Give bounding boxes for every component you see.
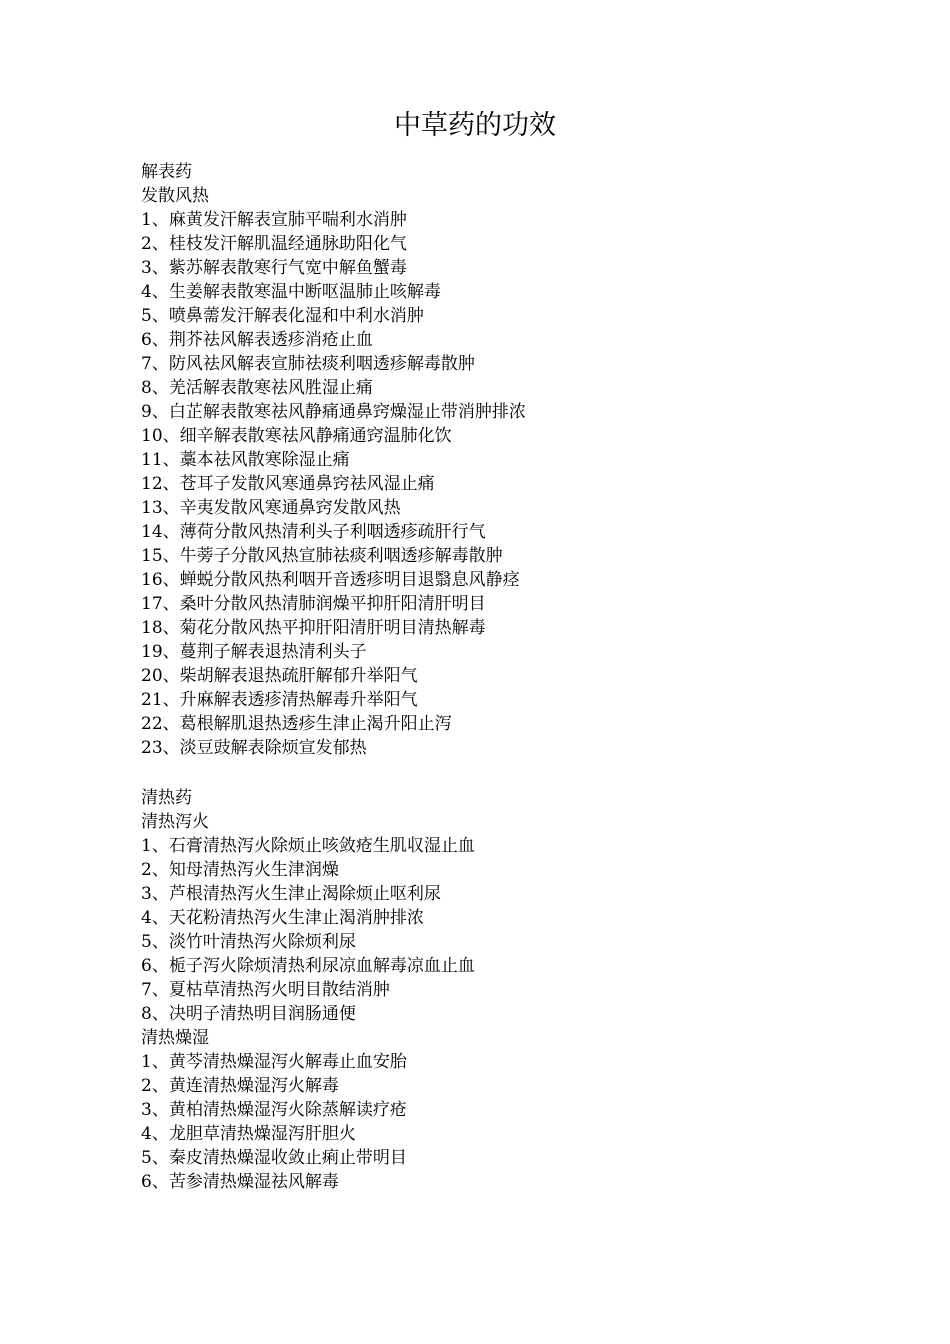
- list-item: 5、淡竹叶清热泻火除烦利尿: [141, 932, 356, 952]
- list-item: 1、石膏清热泻火除烦止咳敛疮生肌収湿止血: [141, 836, 475, 856]
- list-item: 14、薄荷分散风热清利头子利咽透疹疏肝行气: [141, 522, 486, 542]
- list-item: 1、黄芩清热燥湿泻火解毒止血安胎: [141, 1052, 407, 1072]
- group-subheading: 清热泻火: [141, 812, 209, 832]
- list-item: 5、秦皮清热燥湿收敛止痢止带明目: [141, 1148, 407, 1168]
- list-item: 2、桂枝发汗解肌温经通脉助阳化气: [141, 234, 407, 254]
- section-heading: 解表药: [141, 162, 192, 182]
- list-item: 20、柴胡解表退热疏肝解郁升举阳气: [141, 666, 418, 686]
- list-item: 21、升麻解表透疹清热解毒升举阳气: [141, 690, 418, 710]
- list-item: 15、牛蒡子分散风热宣肺祛痰利咽透疹解毒散肿: [141, 546, 503, 566]
- list-item: 4、龙胆草清热燥湿泻肝胆火: [141, 1124, 356, 1144]
- section-gap: [141, 760, 901, 786]
- list-item: 3、紫苏解表散寒行气宽中解鱼蟹毒: [141, 258, 407, 278]
- group-subheading: 清热燥湿: [141, 1028, 209, 1048]
- list-item: 19、蔓荆子解表退热清利头子: [141, 642, 367, 662]
- list-item: 18、菊花分散风热平抑肝阳清肝明目清热解毒: [141, 618, 486, 638]
- list-item: 2、知母清热泻火生津润燥: [141, 860, 339, 880]
- list-item: 11、藁本祛风散寒除湿止痛: [141, 450, 350, 470]
- document-title: 中草药的功效: [394, 110, 556, 141]
- list-item: 17、桑叶分散风热清肺润燥平抑肝阳清肝明目: [141, 594, 486, 614]
- document-content: [141, 160, 901, 1194]
- list-item: 12、苍耳子发散风寒通鼻窍祛风湿止痛: [141, 474, 435, 494]
- list-item: 23、淡豆豉解表除烦宣发郁热: [141, 738, 367, 758]
- list-item: 3、芦根清热泻火生津止渴除烦止呕利尿: [141, 884, 441, 904]
- list-item: 4、天花粉清热泻火生津止渴消肿排浓: [141, 908, 424, 928]
- list-item: 5、喷鼻薷发汗解表化湿和中利水消肿: [141, 306, 424, 326]
- list-item: 16、蝉蜕分散风热利咽开音透疹明目退翳息风静痉: [141, 570, 520, 590]
- list-item: 22、葛根解肌退热透疹生津止渴升阳止泻: [141, 714, 452, 734]
- group-subheading: 发散风热: [141, 186, 209, 206]
- section-heading: 清热药: [141, 788, 192, 808]
- list-item: 4、生姜解表散寒温中断呕温肺止咳解毒: [141, 282, 441, 302]
- list-item: 1、麻黄发汗解表宣肺平喘利水消肿: [141, 210, 407, 230]
- list-item: 7、夏枯草清热泻火明目散结消肿: [141, 980, 390, 1000]
- list-item: 6、苦参清热燥湿祛风解毒: [141, 1172, 339, 1192]
- list-item: 8、羌活解表散寒祛风胜湿止痛: [141, 378, 373, 398]
- list-item: 6、荆芥祛风解表透疹消疮止血: [141, 330, 373, 350]
- list-item: 7、防风祛风解表宣肺祛痰利咽透疹解毒散肿: [141, 354, 475, 374]
- list-item: 9、白芷解表散寒祛风静痛通鼻窍燥湿止带消肿排浓: [141, 402, 526, 422]
- list-item: 3、黄柏清热燥湿泻火除蒸解读疗疮: [141, 1100, 407, 1120]
- list-item: 10、细辛解表散寒祛风静痛通窍温肺化饮: [141, 426, 452, 446]
- list-item: 6、栀子泻火除烦清热利尿凉血解毒凉血止血: [141, 956, 475, 976]
- list-item: 2、黄连清热燥湿泻火解毒: [141, 1076, 339, 1096]
- list-item: 8、决明子清热明目润肠通便: [141, 1004, 356, 1024]
- list-item: 13、辛夷发散风寒通鼻窍发散风热: [141, 498, 401, 518]
